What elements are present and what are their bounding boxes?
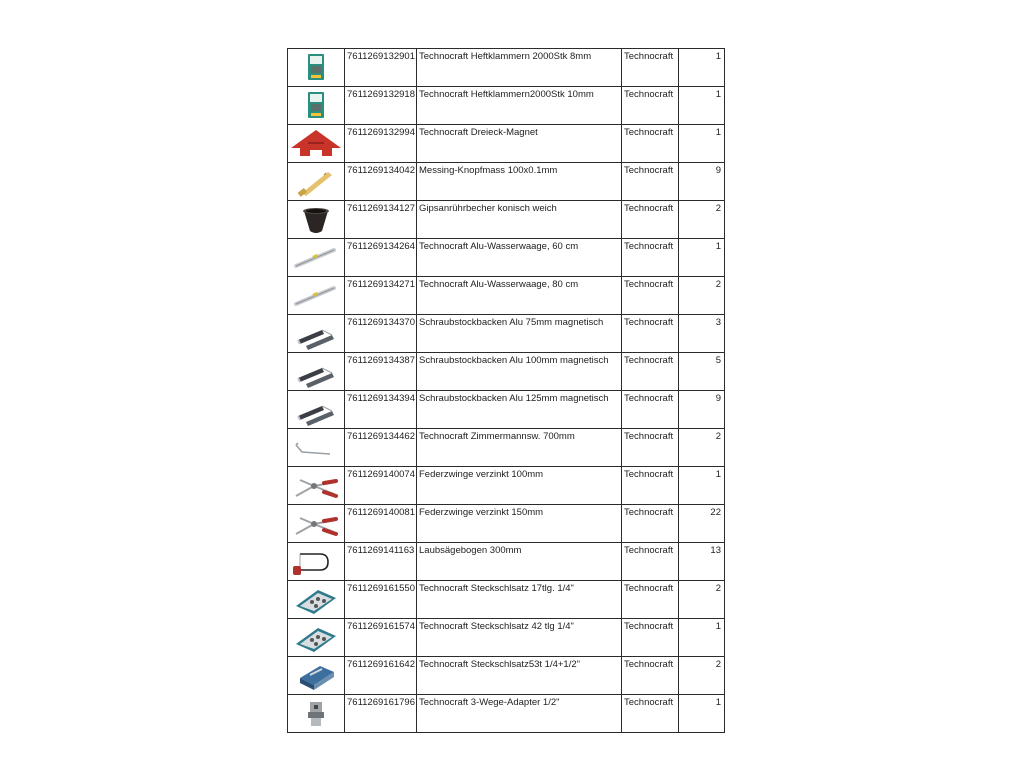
- ean-cell: 7611269134387: [345, 353, 417, 391]
- description-cell: Technocraft Steckschlsatz53t 1/4+1/2": [417, 657, 622, 695]
- table-row: [288, 543, 725, 581]
- ean-cell: 7611269140074: [345, 467, 417, 505]
- quantity-cell: 13: [679, 543, 725, 581]
- product-image-cell: [288, 277, 345, 315]
- product-image-cell: [288, 581, 345, 619]
- ean-cell: 7611269132918: [345, 87, 417, 125]
- quantity-cell: 1: [679, 49, 725, 87]
- ean-cell: 7611269134462: [345, 429, 417, 467]
- inventory-sheet: [287, 48, 724, 733]
- brand-cell: Technocraft: [622, 581, 679, 619]
- brand-cell: Technocraft: [622, 125, 679, 163]
- brand-cell: Technocraft: [622, 391, 679, 429]
- brand-cell: Technocraft: [622, 543, 679, 581]
- product-image-cell: [288, 315, 345, 353]
- table-row: [288, 657, 725, 695]
- vise-jaws-icon: [288, 316, 344, 351]
- description-cell: Technocraft Alu-Wasserwaage, 80 cm: [417, 277, 622, 315]
- quantity-cell: 22: [679, 505, 725, 543]
- quantity-cell: 1: [679, 619, 725, 657]
- description-cell: Schraubstockbacken Alu 125mm magnetisch: [417, 391, 622, 429]
- ean-cell: 7611269134042: [345, 163, 417, 201]
- carpenter-square-icon: [288, 430, 344, 465]
- table-row: [288, 353, 725, 391]
- product-image-cell: [288, 467, 345, 505]
- spring-clamp-icon: [288, 506, 344, 541]
- brand-cell: Technocraft: [622, 353, 679, 391]
- description-cell: Technocraft Zimmermannsw. 700mm: [417, 429, 622, 467]
- ean-cell: 7611269134271: [345, 277, 417, 315]
- ean-cell: 7611269132994: [345, 125, 417, 163]
- product-image-cell: [288, 505, 345, 543]
- plaster-cup-icon: [288, 202, 344, 237]
- product-image-cell: [288, 353, 345, 391]
- description-cell: Technocraft Dreieck-Magnet: [417, 125, 622, 163]
- product-image-cell: [288, 543, 345, 581]
- brand-cell: Technocraft: [622, 619, 679, 657]
- spirit-level-icon: [288, 240, 344, 275]
- description-cell: Messing-Knopfmass 100x0.1mm: [417, 163, 622, 201]
- brand-cell: Technocraft: [622, 695, 679, 733]
- description-cell: Technocraft Heftklammern 2000Stk 8mm: [417, 49, 622, 87]
- quantity-cell: 1: [679, 695, 725, 733]
- table-row: [288, 467, 725, 505]
- brass-gauge-icon: [288, 164, 344, 199]
- description-cell: Schraubstockbacken Alu 100mm magnetisch: [417, 353, 622, 391]
- staples-pack-icon: [288, 88, 344, 123]
- product-image-cell: [288, 391, 345, 429]
- quantity-cell: 5: [679, 353, 725, 391]
- ean-cell: 7611269161642: [345, 657, 417, 695]
- table-row: [288, 239, 725, 277]
- ean-cell: 7611269161574: [345, 619, 417, 657]
- table-row: [288, 87, 725, 125]
- brand-cell: Technocraft: [622, 315, 679, 353]
- table-row: [288, 49, 725, 87]
- description-cell: Technocraft Alu-Wasserwaage, 60 cm: [417, 239, 622, 277]
- quantity-cell: 2: [679, 657, 725, 695]
- product-image-cell: [288, 201, 345, 239]
- quantity-cell: 9: [679, 391, 725, 429]
- inventory-rows: [288, 49, 725, 733]
- inventory-table: [287, 48, 725, 733]
- staples-pack-icon: [288, 50, 344, 85]
- quantity-cell: 3: [679, 315, 725, 353]
- spirit-level-icon: [288, 278, 344, 313]
- table-row: [288, 429, 725, 467]
- table-row: [288, 277, 725, 315]
- product-image-cell: [288, 657, 345, 695]
- triangle-magnet-icon: [288, 126, 344, 161]
- table-row: [288, 581, 725, 619]
- adapter-icon: [288, 696, 344, 731]
- ean-cell: 7611269134264: [345, 239, 417, 277]
- ean-cell: 7611269140081: [345, 505, 417, 543]
- product-image-cell: [288, 87, 345, 125]
- table-row: [288, 505, 725, 543]
- brand-cell: Technocraft: [622, 505, 679, 543]
- quantity-cell: 1: [679, 87, 725, 125]
- brand-cell: Technocraft: [622, 87, 679, 125]
- ean-cell: 7611269134127: [345, 201, 417, 239]
- product-image-cell: [288, 429, 345, 467]
- spring-clamp-icon: [288, 468, 344, 503]
- description-cell: Laubsägebogen 300mm: [417, 543, 622, 581]
- description-cell: Technocraft 3-Wege-Adapter 1/2": [417, 695, 622, 733]
- table-row: [288, 125, 725, 163]
- quantity-cell: 2: [679, 277, 725, 315]
- quantity-cell: 9: [679, 163, 725, 201]
- product-image-cell: [288, 619, 345, 657]
- quantity-cell: 1: [679, 239, 725, 277]
- vise-jaws-icon: [288, 392, 344, 427]
- ean-cell: 7611269141163: [345, 543, 417, 581]
- table-row: [288, 163, 725, 201]
- ean-cell: 7611269161550: [345, 581, 417, 619]
- quantity-cell: 2: [679, 429, 725, 467]
- brand-cell: Technocraft: [622, 49, 679, 87]
- ean-cell: 7611269134394: [345, 391, 417, 429]
- description-cell: Technocraft Heftklammern2000Stk 10mm: [417, 87, 622, 125]
- product-image-cell: [288, 49, 345, 87]
- quantity-cell: 1: [679, 467, 725, 505]
- socket-set-icon: [288, 620, 344, 655]
- ean-cell: 7611269134370: [345, 315, 417, 353]
- ean-cell: 7611269161796: [345, 695, 417, 733]
- product-image-cell: [288, 239, 345, 277]
- quantity-cell: 1: [679, 125, 725, 163]
- description-cell: Schraubstockbacken Alu 75mm magnetisch: [417, 315, 622, 353]
- vise-jaws-icon: [288, 354, 344, 389]
- brand-cell: Technocraft: [622, 277, 679, 315]
- quantity-cell: 2: [679, 581, 725, 619]
- brand-cell: Technocraft: [622, 429, 679, 467]
- quantity-cell: 2: [679, 201, 725, 239]
- product-image-cell: [288, 125, 345, 163]
- brand-cell: Technocraft: [622, 239, 679, 277]
- ean-cell: 7611269132901: [345, 49, 417, 87]
- description-cell: Federzwinge verzinkt 150mm: [417, 505, 622, 543]
- table-row: [288, 201, 725, 239]
- brand-cell: Technocraft: [622, 657, 679, 695]
- table-row: [288, 695, 725, 733]
- product-image-cell: [288, 695, 345, 733]
- description-cell: Gipsanrührbecher konisch weich: [417, 201, 622, 239]
- brand-cell: Technocraft: [622, 201, 679, 239]
- socket-set-icon: [288, 582, 344, 617]
- fret-saw-icon: [288, 544, 344, 579]
- product-image-cell: [288, 163, 345, 201]
- table-row: [288, 315, 725, 353]
- table-row: [288, 391, 725, 429]
- brand-cell: Technocraft: [622, 163, 679, 201]
- description-cell: Technocraft Steckschlsatz 17tlg. 1/4": [417, 581, 622, 619]
- description-cell: Federzwinge verzinkt 100mm: [417, 467, 622, 505]
- brand-cell: Technocraft: [622, 467, 679, 505]
- table-row: [288, 619, 725, 657]
- description-cell: Technocraft Steckschlsatz 42 tlg 1/4": [417, 619, 622, 657]
- socket-case-icon: [288, 658, 344, 693]
